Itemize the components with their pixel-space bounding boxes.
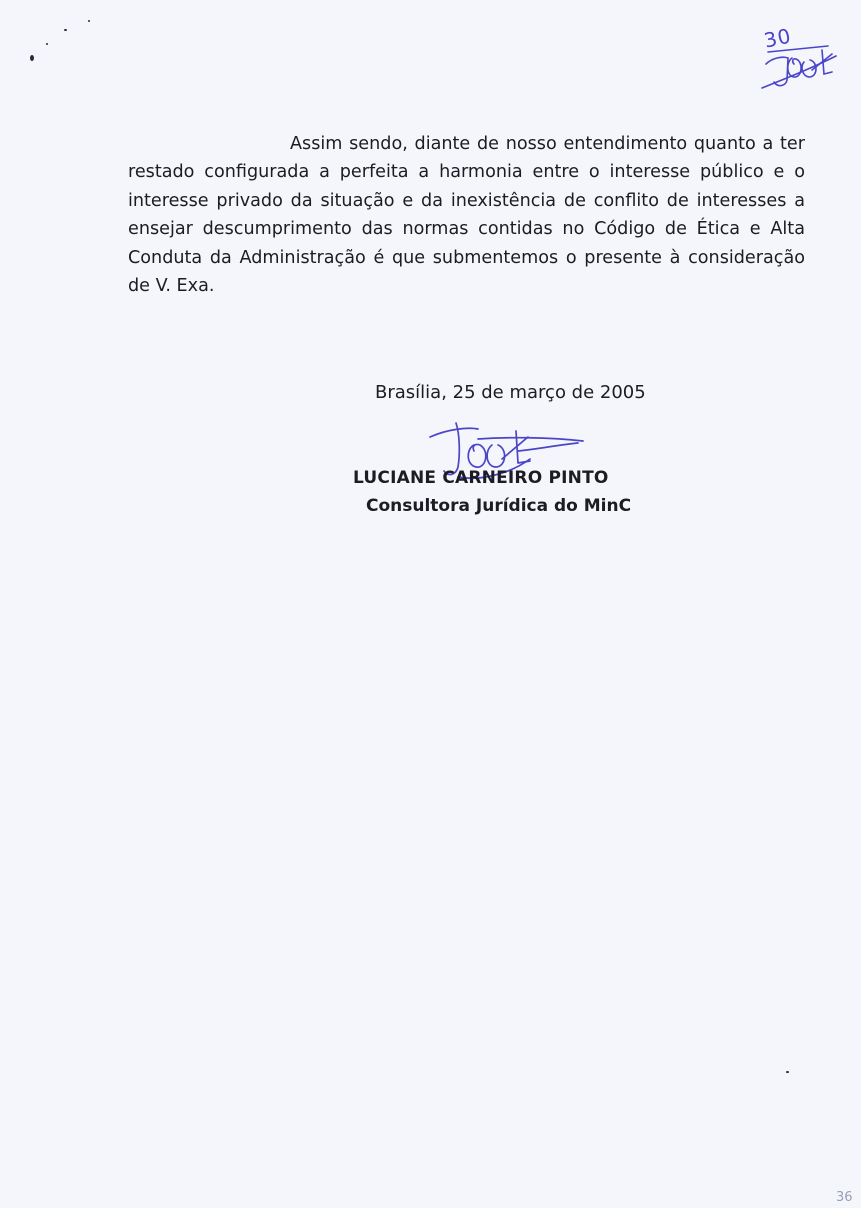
scan-speck	[88, 20, 90, 22]
date-line: Brasília, 25 de março de 2005	[375, 382, 646, 403]
corner-page-mark: 36	[836, 1190, 853, 1205]
page-number-stamp	[752, 22, 842, 102]
stamp-number: 30	[761, 23, 794, 53]
signer-name: LUCIANE CARNEIRO PINTO	[353, 468, 609, 488]
scan-speck	[30, 55, 34, 61]
scan-speck	[64, 29, 67, 31]
body-paragraph: Assim sendo, diante de nosso entendimento quanto a ter restado configurada a perfeita a harmonia entre o interesse público e o interesse privado da situação e da inexistência de conflito de interesses a ensejar descumprimento das normas contidas no Código de Ética e Alta Conduta da Administração é que submentemos o presente à consideração de V. Exa.	[128, 134, 805, 297]
scan-speck	[786, 1071, 789, 1073]
signer-title: Consultora Jurídica do MinC	[366, 496, 632, 516]
scan-speck	[46, 43, 48, 45]
